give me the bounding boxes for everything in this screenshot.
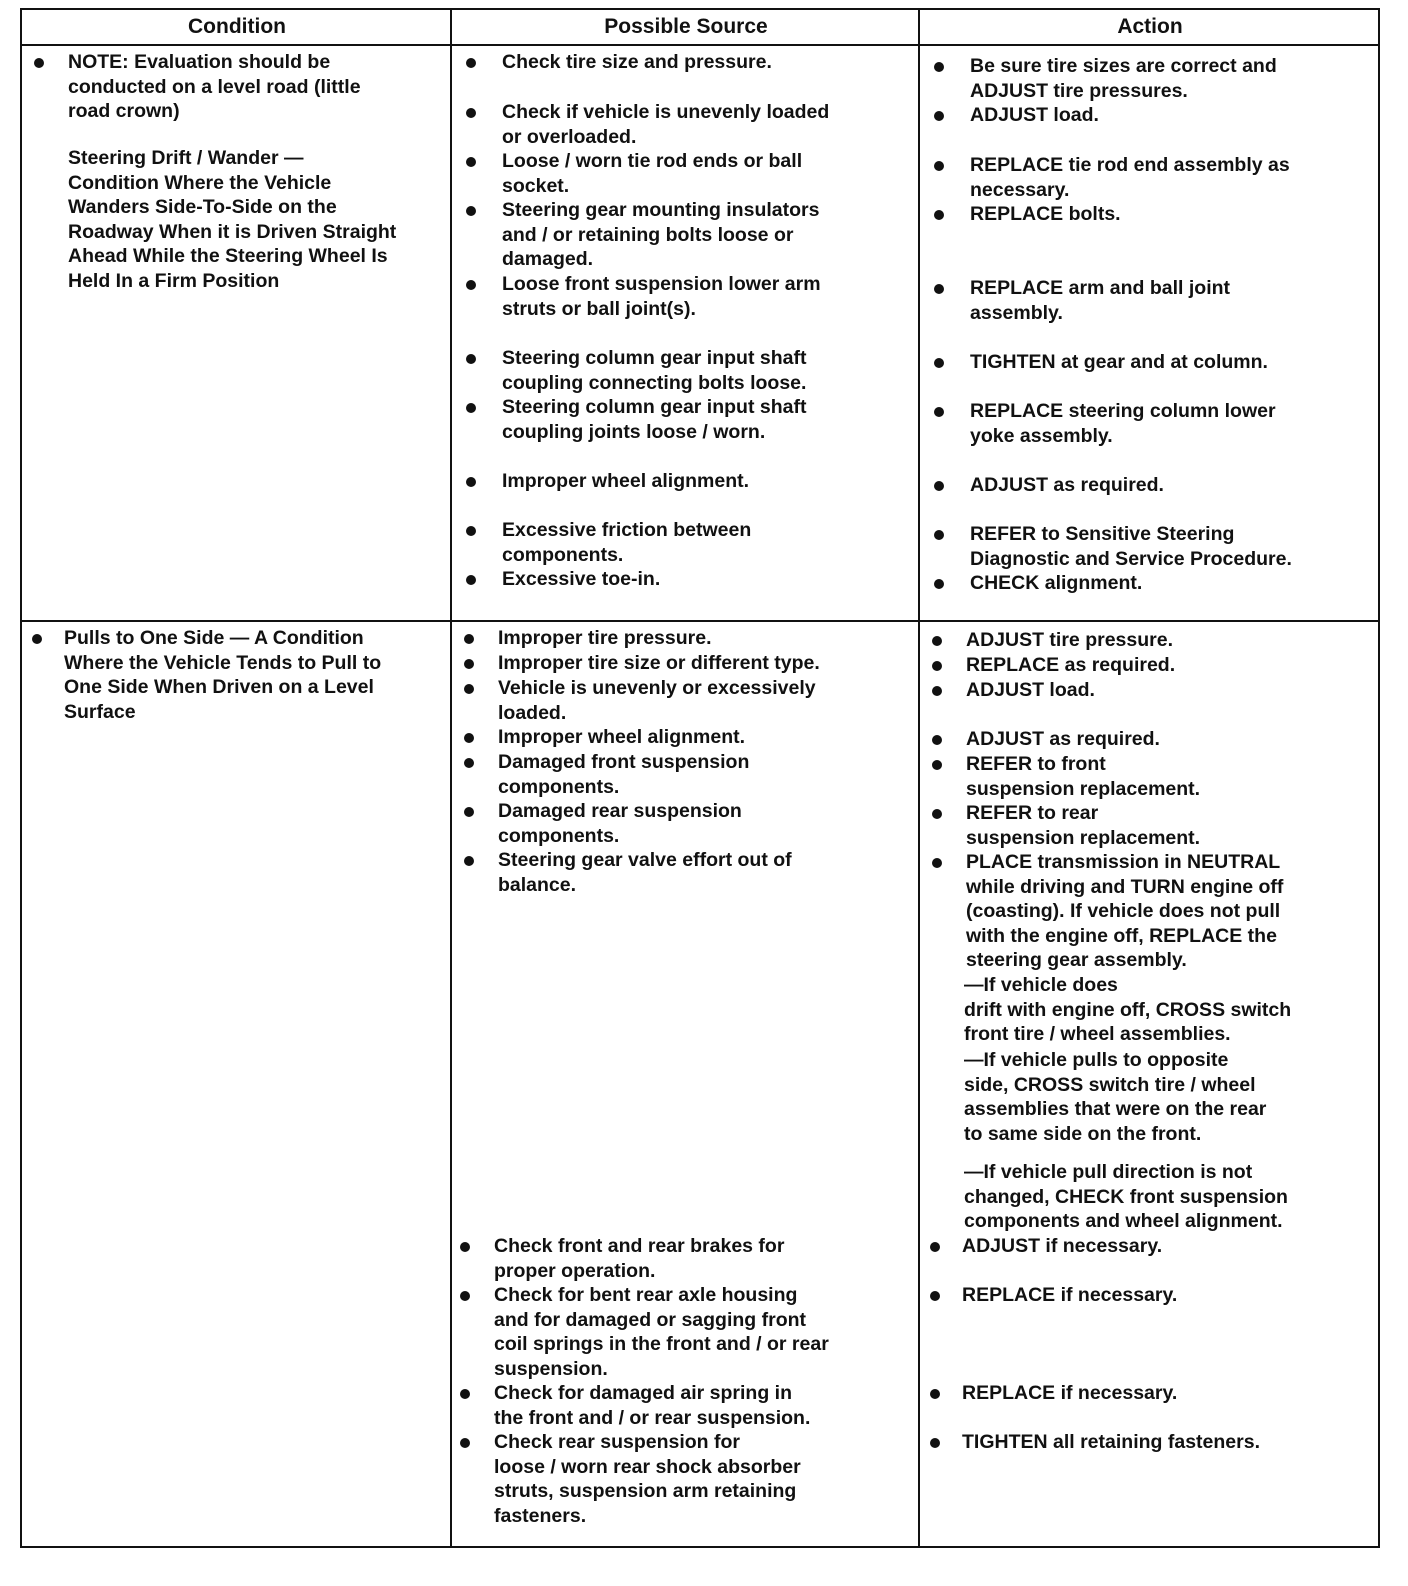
action-text: TIGHTEN all retaining fasteners. [962, 1431, 1260, 1453]
action-text: ADJUST as required. [970, 474, 1164, 496]
bullet-icon [466, 575, 476, 585]
bullet-icon [932, 661, 942, 671]
action-text: REPLACE if necessary. [962, 1382, 1178, 1404]
bullet-icon [32, 634, 42, 644]
bullet-icon [932, 636, 942, 646]
bullet-icon [930, 1389, 940, 1399]
bullet-icon [930, 1291, 940, 1301]
source-text: Improper wheel alignment. [502, 470, 750, 492]
sub-action-text: —If vehicle pulls to opposite side, CROSS switch tire / wheel assemblies that were on the rear to same side on the front. [964, 1049, 1267, 1145]
action-text: REFER to front suspension replacement. [966, 753, 1201, 800]
bullet-icon [934, 481, 944, 491]
source-text: Improper tire pressure. [498, 627, 712, 649]
bullet-icon [464, 758, 474, 768]
source-text: Improper tire size or different type. [498, 652, 820, 674]
bullet-icon [464, 684, 474, 694]
bullet-icon [934, 210, 944, 220]
source-text: Damaged rear suspension components. [498, 800, 742, 847]
action-text: REFER to rear suspension replacement. [966, 802, 1201, 849]
bullet-icon [464, 659, 474, 669]
action-text: REPLACE arm and ball joint assembly. [970, 277, 1231, 324]
diagnosis-table [20, 8, 1380, 1548]
action-text: REPLACE as required. [966, 654, 1176, 676]
source-text: Check rear suspension for loose / worn rear shock absorber struts, suspension arm retaining fasteners. [494, 1431, 801, 1527]
action-text: CHECK alignment. [970, 572, 1143, 594]
source-text: Steering gear valve effort out of balance. [498, 849, 792, 896]
action-text: ADJUST load. [966, 679, 1095, 701]
bullet-icon [934, 62, 944, 72]
bullet-icon [464, 856, 474, 866]
bullet-icon [466, 526, 476, 536]
bullet-icon [34, 58, 44, 68]
source-text: Improper wheel alignment. [498, 726, 746, 748]
source-text: Check for damaged air spring in the front and / or rear suspension. [494, 1382, 811, 1429]
bullet-icon [464, 634, 474, 644]
header-action: Action [1117, 15, 1183, 38]
bullet-icon [464, 733, 474, 743]
source-text: Vehicle is unevenly or excessively loaded. [498, 677, 816, 724]
source-text: Excessive toe-in. [502, 568, 661, 590]
source-text: Damaged front suspension components. [498, 751, 750, 798]
source-text: Check tire size and pressure. [502, 51, 772, 73]
sub-action-text: —If vehicle does drift with engine off, CROSS switch front tire / wheel assemblies. [964, 974, 1292, 1046]
source-text: Excessive friction between components. [502, 519, 752, 566]
bullet-icon [930, 1242, 940, 1252]
condition-description: Steering Drift / Wander — Condition Where the Vehicle Wanders Side-To-Side on the Roadway When it is Driven Straight Ahead While the Steering Wheel Is Held In a Firm Position [68, 147, 397, 292]
bullet-icon [932, 809, 942, 819]
action-text: Be sure tire sizes are correct and ADJUST tire pressures. [970, 55, 1277, 102]
column-divider-2 [918, 10, 920, 1546]
bullet-icon [932, 760, 942, 770]
bullet-icon [934, 161, 944, 171]
bullet-icon [460, 1438, 470, 1448]
bullet-icon [934, 358, 944, 368]
bullet-icon [460, 1242, 470, 1252]
bullet-icon [466, 477, 476, 487]
bullet-icon [466, 206, 476, 216]
action-text: REPLACE tie rod end assembly as necessary. [970, 154, 1290, 201]
source-text: Loose / worn tie rod ends or ball socket. [502, 150, 803, 197]
bullet-icon [932, 858, 942, 868]
source-text: Steering gear mounting insulators and / or retaining bolts loose or damaged. [502, 199, 820, 271]
bullet-icon [932, 686, 942, 696]
sub-action-text: —If vehicle pull direction is not changed, CHECK front suspension components and wheel alignment. [964, 1161, 1288, 1233]
header-condition: Condition [188, 15, 286, 38]
bullet-icon [464, 807, 474, 817]
bullet-icon [934, 111, 944, 121]
action-text: REPLACE if necessary. [962, 1284, 1178, 1306]
bullet-icon [930, 1438, 940, 1448]
bullet-icon [466, 354, 476, 364]
condition-note: NOTE: Evaluation should be conducted on a level road (little road crown) [68, 51, 361, 123]
bullet-icon [932, 735, 942, 745]
bullet-icon [460, 1389, 470, 1399]
bullet-icon [934, 579, 944, 589]
bullet-icon [934, 407, 944, 417]
action-text: ADJUST if necessary. [962, 1235, 1163, 1257]
source-text: Loose front suspension lower arm struts or ball joint(s). [502, 273, 821, 320]
bullet-icon [934, 284, 944, 294]
source-text: Check for bent rear axle housing and for damaged or sagging front coil springs in the front and / or rear suspension. [494, 1284, 829, 1380]
column-divider-1 [450, 10, 452, 1546]
action-text: ADJUST tire pressure. [966, 629, 1173, 651]
bullet-icon [934, 530, 944, 540]
action-text: REPLACE steering column lower yoke assembly. [970, 400, 1276, 447]
condition-text: Pulls to One Side — A Condition Where the Vehicle Tends to Pull to One Side When Driven on a Level Surface [64, 627, 382, 723]
action-text: ADJUST load. [970, 104, 1099, 126]
source-text: Check front and rear brakes for proper operation. [494, 1235, 785, 1282]
bullet-icon [466, 157, 476, 167]
action-text: PLACE transmission in NEUTRAL while driving and TURN engine off (coasting). If vehicle does not pull with the engine off, REPLACE the steering gear assembly. [966, 851, 1284, 972]
source-text: Steering column gear input shaft coupling joints loose / worn. [502, 396, 807, 443]
header-divider [22, 44, 1378, 46]
bullet-icon [466, 280, 476, 290]
action-text: TIGHTEN at gear and at column. [970, 351, 1268, 373]
action-text: REFER to Sensitive Steering Diagnostic and Service Procedure. [970, 523, 1292, 570]
source-text: Steering column gear input shaft coupling connecting bolts loose. [502, 347, 807, 394]
bullet-icon [460, 1291, 470, 1301]
header-possible-source: Possible Source [604, 15, 768, 38]
bullet-icon [466, 403, 476, 413]
bullet-icon [466, 108, 476, 118]
action-text: ADJUST as required. [966, 728, 1160, 750]
source-text: Check if vehicle is unevenly loaded or overloaded. [502, 101, 830, 148]
bullet-icon [466, 58, 476, 68]
row-divider [22, 620, 1378, 622]
action-text: REPLACE bolts. [970, 203, 1121, 225]
